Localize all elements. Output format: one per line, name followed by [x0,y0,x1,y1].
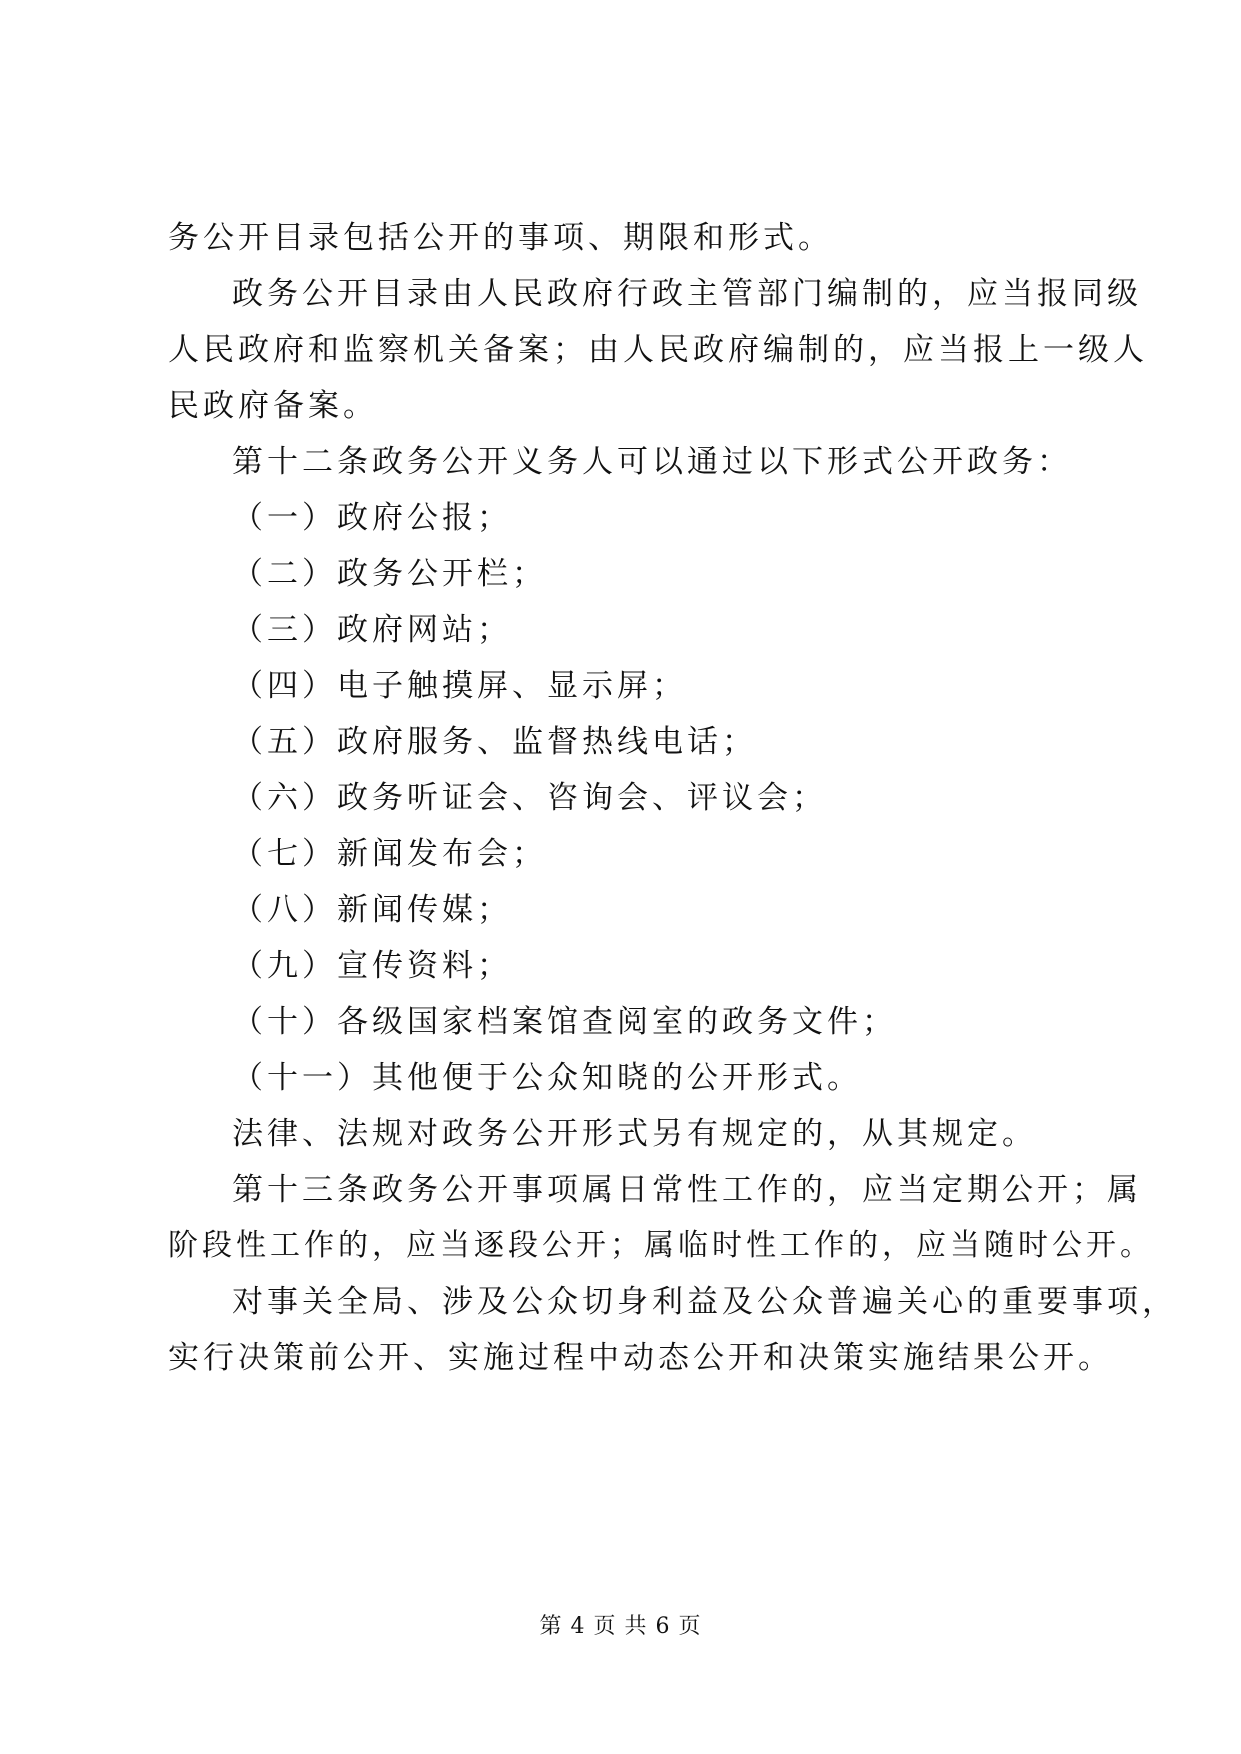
list-item: （九）宣传资料； [232,948,512,984]
paragraph-line: 民政府备案。 [168,388,378,424]
list-item: （三）政府网站； [232,612,512,648]
list-item: （二）政务公开栏； [232,556,547,592]
list-item: （六）政务听证会、咨询会、评议会； [232,780,827,816]
list-item: （八）新闻传媒； [232,892,512,928]
list-item: （十）各级国家档案馆查阅室的政务文件； [232,1004,897,1040]
paragraph-line: 第十二条政务公开义务人可以通过以下形式公开政务： [232,444,1072,480]
paragraph-line: 政务公开目录由人民政府行政主管部门编制的，应当报同级 [232,276,1142,312]
list-item: （一）政府公报； [232,500,512,536]
paragraph-line: 人民政府和监察机关备案；由人民政府编制的，应当报上一级人 [168,332,1148,368]
paragraph-line: 实行决策前公开、实施过程中动态公开和决策实施结果公开。 [168,1340,1113,1376]
paragraph-line: 务公开目录包括公开的事项、期限和形式。 [168,220,833,256]
list-item: （五）政府服务、监督热线电话； [232,724,757,760]
paragraph-line: 阶段性工作的，应当逐段公开；属临时性工作的，应当随时公开。 [168,1228,1154,1263]
page-number-footer: 第 4 页 共 6 页 [539,1614,702,1639]
paragraph-line: 第十三条政务公开事项属日常性工作的，应当定期公开；属 [232,1172,1142,1208]
list-item: （十一）其他便于公众知晓的公开形式。 [232,1060,862,1096]
list-item: （七）新闻发布会； [232,836,547,872]
list-item: （四）电子触摸屏、显示屏； [232,668,687,704]
paragraph-line: 法律、法规对政务公开形式另有规定的，从其规定。 [232,1116,1037,1152]
paragraph-line: 对事关全局、涉及公众切身利益及公众普遍关心的重要事项， [232,1284,1177,1320]
